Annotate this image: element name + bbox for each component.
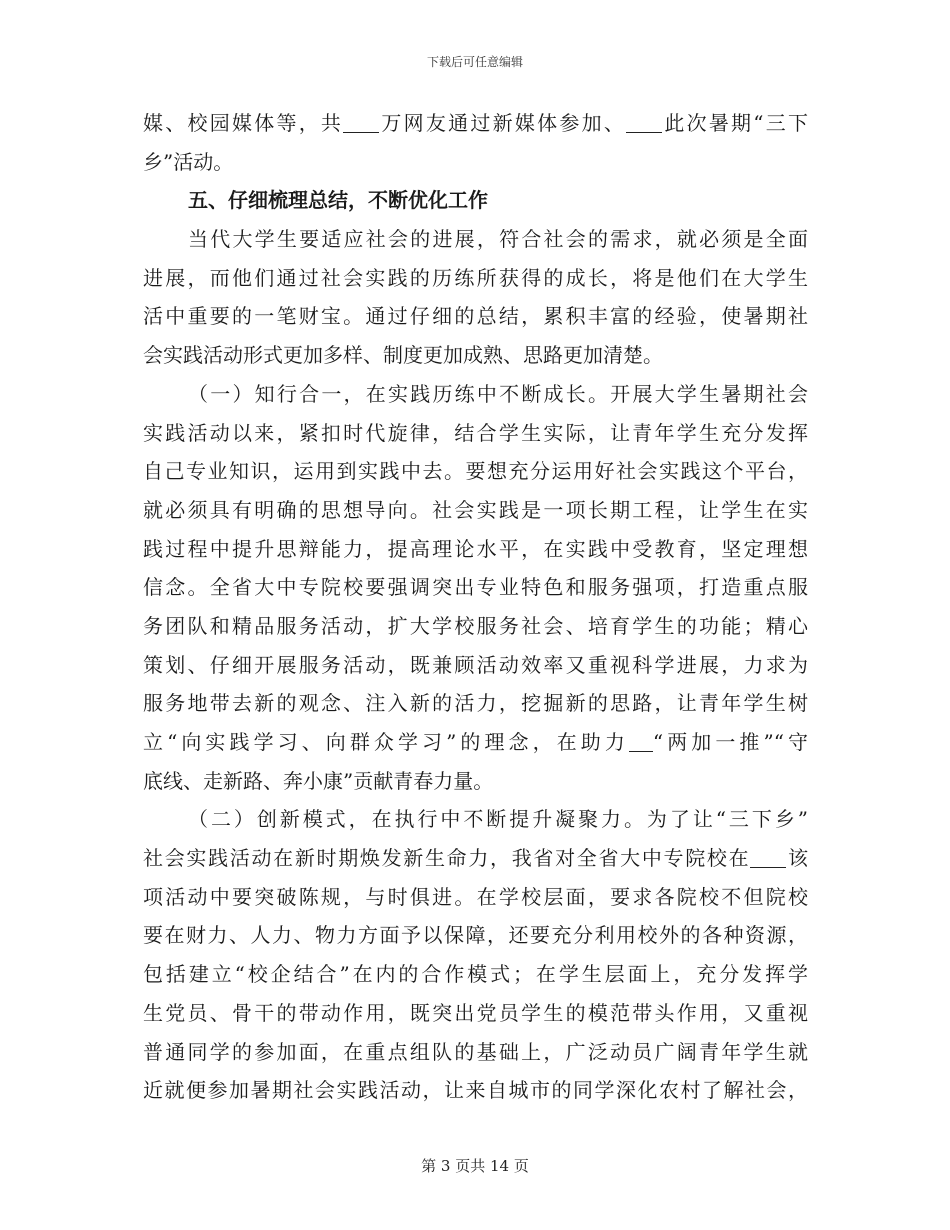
text-line: 近就便参加暑期社会实践活动，让来自城市的同学深化农村了解社会， [143, 1078, 808, 1103]
text-line: 底线、走新路、奔小康”贡献青春力量。 [143, 768, 494, 793]
text-line: 就必须具有明确的思想导向。社会实践是一项长期工程，让学生在实 [143, 497, 808, 522]
text-line: 自己专业知识，运用到实践中去。要想充分运用好社会实践这个平台， [143, 459, 808, 484]
text-line: 立“向实践学习、向群众学习”的理念，在助力 “两加一推”“守 [143, 730, 808, 754]
text-line: 生党员、骨干的带动作用，既突出党员学生的模范带头作用，又重视 [143, 1000, 808, 1025]
text-line: 普通同学的参加面，在重点组队的基础上，广泛动员广阔青年学生就 [143, 1039, 808, 1064]
text-line: 会实践活动形式更加多样、制度更加成熟、思路更加清楚。 [143, 343, 663, 368]
text-line: 信念。全省大中专院校要强调突出专业特色和服务强项，打造重点服 [143, 575, 808, 600]
text-line: 要在财力、人力、物力方面予以保障，还要充分利用校外的各种资源， [143, 923, 808, 948]
text-line: 实践活动以来，紧扣时代旋律，结合学生实际，让青年学生充分发挥 [143, 420, 808, 445]
text-line: 项活动中要突破陈规，与时俱进。在学校层面，要求各院校不但院校 [143, 884, 808, 909]
text-line: 包括建立“校企结合”在内的合作模式；在学生层面上，充分发挥学 [143, 962, 808, 987]
text-line: 活中重要的一笔财宝。通过仔细的总结，累积丰富的经验，使暑期社 [143, 304, 808, 329]
page-header: 下载后可任意编辑 [426, 55, 523, 69]
text-line: 当代大学生要适应社会的进展，符合社会的需求，就必须是全面 [188, 227, 808, 252]
text-line: （一）知行合一，在实践历练中不断成长。开展大学生暑期社会 [188, 381, 808, 406]
page-footer: 第 3 页共 14 页 [421, 1157, 529, 1175]
text-line: 服务地带去新的观念、注入新的活力，挖掘新的思路，让青年学生树 [143, 691, 808, 716]
blank-field [626, 112, 662, 133]
document-body [143, 104, 808, 1110]
text-line: 乡”活动。 [143, 149, 234, 174]
blank-field [343, 112, 379, 133]
text-line: 社会实践活动在新时期焕发新生命力，我省对全省大中专院校在 该 [143, 846, 809, 871]
text-line: 媒、校园媒体等，共 万网友通过新媒体参加、 此次暑期“三下 [143, 111, 809, 135]
section-heading: 五、仔细梳理总结，不断优化工作 [188, 188, 488, 213]
text-line: 践过程中提升思辩能力，提高理论水平，在实践中受教育，坚定理想 [143, 536, 808, 561]
text-line: （二）创新模式，在执行中不断提升凝聚力。为了让“三下乡” [188, 807, 808, 832]
blank-field [629, 731, 653, 752]
text-line: 策划、仔细开展服务活动，既兼顾活动效率又重视科学进展，力求为 [143, 652, 808, 677]
text-line: 务团队和精品服务活动，扩大学校服务社会、培育学生的功能；精心 [143, 613, 808, 638]
text-line: 进展，而他们通过社会实践的历练所获得的成长，将是他们在大学生 [143, 265, 808, 290]
blank-field [750, 847, 786, 868]
